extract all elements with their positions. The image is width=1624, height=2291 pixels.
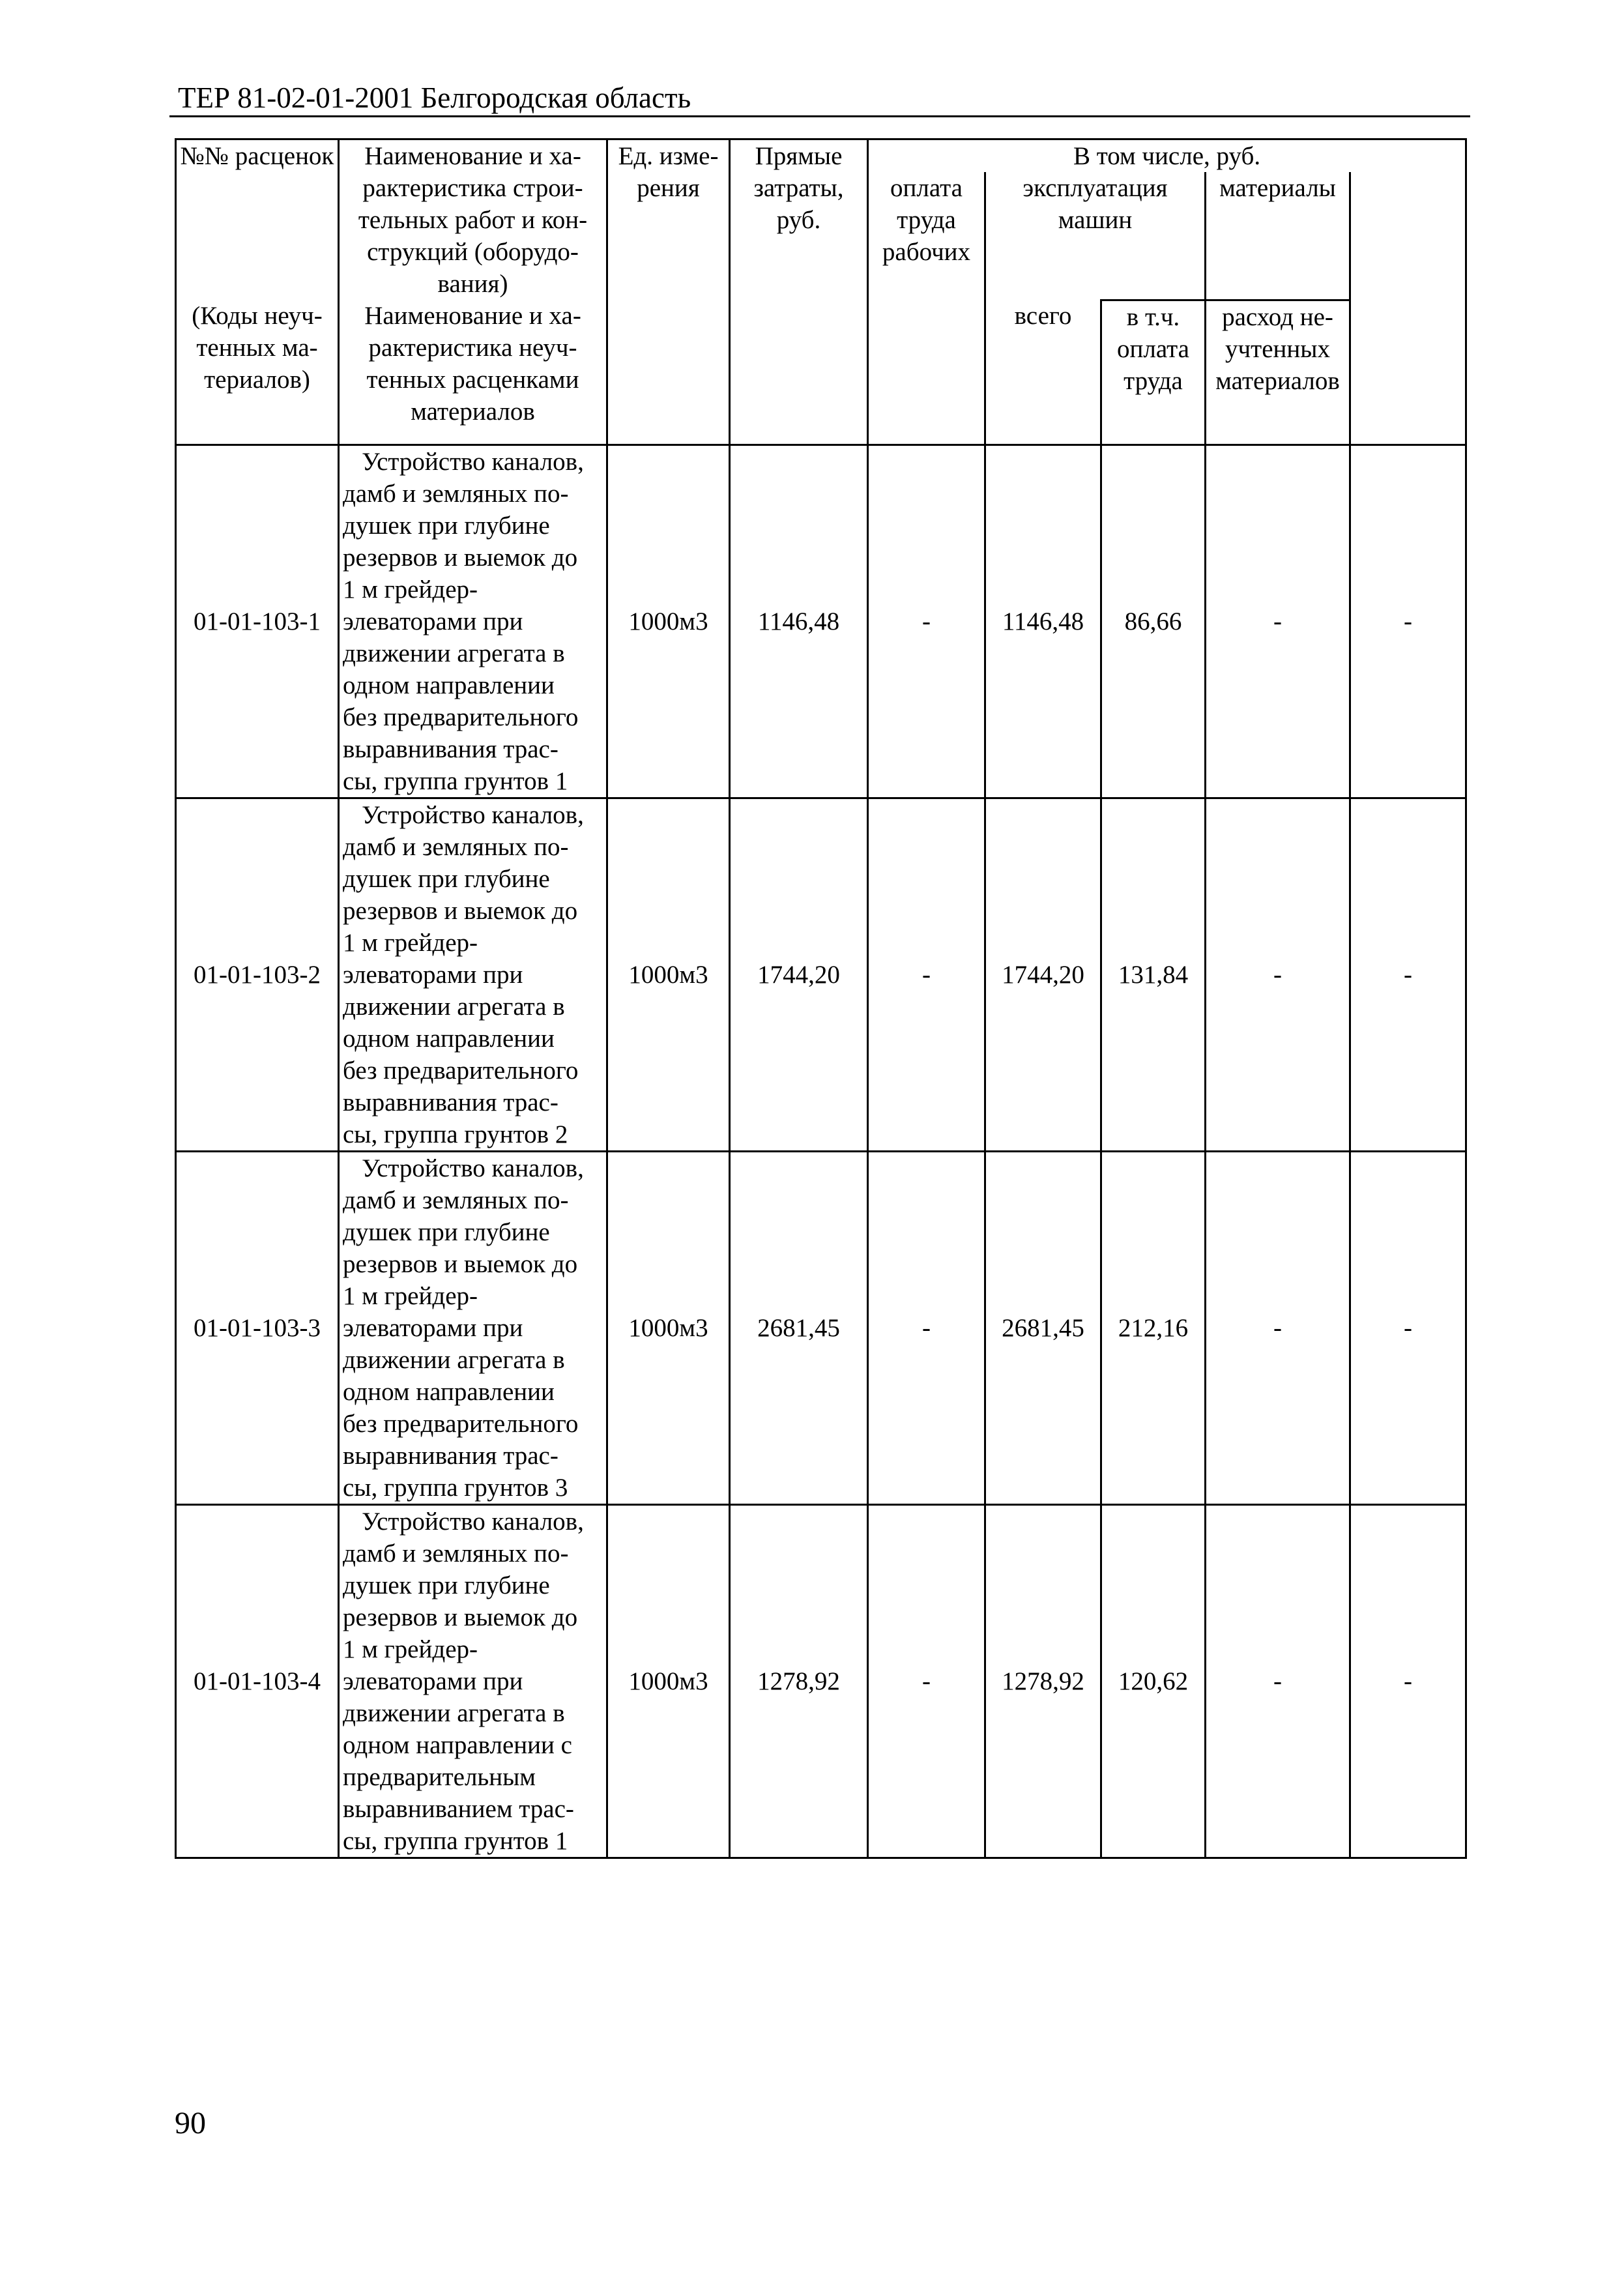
rate-machines-total: 1278,92: [985, 1504, 1101, 1858]
header-unit: Ед. изме-рения: [607, 139, 730, 445]
page-header: ТЕР 81-02-01-2001 Белгородская область: [178, 81, 691, 114]
rate-direct-costs: 1278,92: [730, 1504, 868, 1858]
header-machines-incl-labor: в т.ч. оплата труда: [1101, 300, 1206, 445]
rate-labor-pay: -: [868, 798, 985, 1151]
rate-machines-labor: 120,62: [1101, 1504, 1206, 1858]
rate-labor-cost: -: [1350, 1504, 1466, 1858]
rate-unit: 1000м3: [607, 798, 730, 1151]
rate-direct-costs: 2681,45: [730, 1151, 868, 1504]
rate-code: 01-01-103-4: [176, 1504, 339, 1858]
header-machines-total: всего: [985, 300, 1101, 445]
rate-code: 01-01-103-1: [176, 445, 339, 798]
table-row: [176, 798, 1466, 1151]
table-row: [176, 1151, 1466, 1504]
rate-unit: 1000м3: [607, 445, 730, 798]
rate-labor-pay: -: [868, 1151, 985, 1504]
rate-materials: -: [1206, 1504, 1350, 1858]
table-row: [176, 445, 1466, 798]
rate-labor-cost: -: [1350, 445, 1466, 798]
rate-materials: -: [1206, 445, 1350, 798]
rate-materials: -: [1206, 798, 1350, 1151]
header-code-sub: (Коды неуч-тенных ма-териалов): [176, 300, 339, 445]
rate-machines-total: 2681,45: [985, 1151, 1101, 1504]
rate-labor-pay: -: [868, 1504, 985, 1858]
header-materials: материалы: [1206, 172, 1350, 300]
page-number: 90: [175, 2106, 206, 2140]
rate-labor-pay: -: [868, 445, 985, 798]
rate-unit: 1000м3: [607, 1151, 730, 1504]
rate-description: Устройство каналов, дамб и земляных по- душек при глубине резервов и выемок до 1 м грейдер- элеваторами при движении агрегата в одном направлении без предварительного выравнивания трас- сы, группа грунтов 2: [339, 798, 607, 1151]
rate-machines-labor: 212,16: [1101, 1151, 1206, 1504]
rate-materials: -: [1206, 1151, 1350, 1504]
rate-machines-labor: 86,66: [1101, 445, 1206, 798]
rates-table: [175, 138, 1467, 1859]
rate-machines-total: 1146,48: [985, 445, 1101, 798]
header-including: В том числе, руб.: [868, 139, 1466, 173]
rate-description: Устройство каналов, дамб и земляных по- душек при глубине резервов и выемок до 1 м грейдер- элеваторами при движении агрегата в одном направлении без предварительного выравнивания трас- сы, группа грунтов 3: [339, 1151, 607, 1504]
header-labor-pay: оплата труда рабочих: [868, 172, 985, 445]
rate-code: 01-01-103-3: [176, 1151, 339, 1504]
rate-machines-labor: 131,84: [1101, 798, 1206, 1151]
rate-unit: 1000м3: [607, 1504, 730, 1858]
rate-description: Устройство каналов, дамб и земляных по- душек при глубине резервов и выемок до 1 м грейдер- элеваторами при движении агрегата в одном направлении без предварительного выравнивания трас- сы, группа грунтов 1: [339, 445, 607, 798]
header-row: [176, 139, 1466, 173]
header-code: №№ расценок: [176, 139, 339, 300]
rate-direct-costs: 1146,48: [730, 445, 868, 798]
header-direct-costs: Прямые затраты, руб.: [730, 139, 868, 445]
rate-labor-cost: -: [1350, 1151, 1466, 1504]
header-rule: [169, 115, 1470, 117]
header-name: Наименование и ха-рактеристика строи-тельных работ и кон-струкций (оборудо-вания): [339, 139, 607, 300]
table-row: [176, 1504, 1466, 1858]
header-name-sub: Наименование и ха-рактеристика неуч-тенных расценками материалов: [339, 300, 607, 445]
header-materials-unaccounted: расход не-учтенных материалов: [1206, 300, 1350, 445]
rate-description: Устройство каналов, дамб и земляных по- душек при глубине резервов и выемок до 1 м грейдер- элеваторами при движении агрегата в одном направлении с предварительным выравниванием трас- сы, группа грунтов 1: [339, 1504, 607, 1858]
rate-code: 01-01-103-2: [176, 798, 339, 1151]
rate-labor-cost: -: [1350, 798, 1466, 1151]
rate-direct-costs: 1744,20: [730, 798, 868, 1151]
header-machines: эксплуатация машин: [985, 172, 1206, 300]
rate-machines-total: 1744,20: [985, 798, 1101, 1151]
